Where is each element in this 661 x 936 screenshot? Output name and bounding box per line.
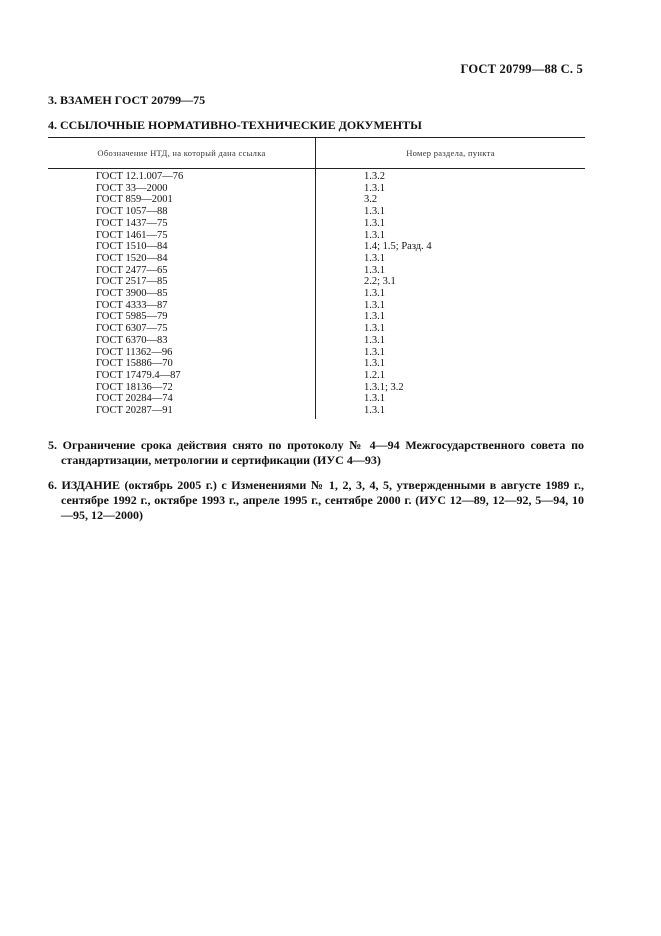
cell-document: ГОСТ 2517—85 [48, 276, 316, 288]
table-row [48, 265, 585, 277]
cell-section: 1.3.1 [364, 299, 385, 311]
cell-document: ГОСТ 3900—85 [48, 288, 316, 300]
cell-section: 1.3.2 [364, 171, 385, 182]
table-row [48, 347, 585, 359]
cell-document: ГОСТ 20287—91 [48, 405, 316, 419]
page-header-doc-ref: ГОСТ 20799—88 С. 5 [460, 62, 583, 76]
table-row [48, 311, 585, 323]
cell-section: 1.4; 1.5; Разд. 4 [364, 241, 432, 253]
table-row [48, 218, 585, 230]
section-6-edition [48, 478, 584, 523]
cell-document: ГОСТ 20284—74 [48, 393, 316, 405]
cell-section: 1.3.1 [364, 393, 385, 405]
section-3-replaces: 3. ВЗАМЕН ГОСТ 20799—75 [48, 93, 206, 107]
cell-document: ГОСТ 1520—84 [48, 253, 316, 265]
cell-document: ГОСТ 17479.4—87 [48, 370, 316, 382]
table-row [48, 300, 585, 312]
cell-document: ГОСТ 18136—72 [48, 382, 316, 394]
cell-section: 1.3.1 [364, 264, 385, 276]
cell-document: ГОСТ 1437—75 [48, 218, 316, 230]
cell-document: ГОСТ 33—2000 [48, 183, 316, 195]
table-row [48, 288, 585, 300]
cell-document: ГОСТ 2477—65 [48, 265, 316, 277]
cell-section: 1.3.1 [364, 405, 385, 417]
cell-document: ГОСТ 5985—79 [48, 311, 316, 323]
cell-section: 1.2.1 [364, 369, 385, 381]
table-row [48, 276, 585, 288]
table-header-row [48, 138, 585, 169]
cell-section: 1.3.1; 3.2 [364, 381, 404, 393]
cell-document: ГОСТ 6370—83 [48, 335, 316, 347]
table-row [48, 335, 585, 347]
section-4-title: 4. ССЫЛОЧНЫЕ НОРМАТИВНО-ТЕХНИЧЕСКИЕ ДОКУМЕНТЫ [48, 118, 422, 132]
table-row [48, 194, 585, 206]
table-body [48, 169, 585, 419]
table-row [48, 405, 585, 419]
cell-document: ГОСТ 1510—84 [48, 241, 316, 253]
table-row [48, 323, 585, 335]
cell-document: ГОСТ 859—2001 [48, 194, 316, 206]
cell-section: 1.3.1 [364, 334, 385, 346]
cell-section: 2.2; 3.1 [364, 276, 396, 288]
table-row [48, 183, 585, 195]
cell-section: 1.3.1 [364, 311, 385, 323]
table-row [48, 206, 585, 218]
cell-section: 1.3.1 [364, 206, 385, 218]
section-6-text: 6. ИЗДАНИЕ (октябрь 2005 г.) с Изменениями № 1, 2, 3, 4, 5, утвержденными в августе 1989 г., сентябре 1992 г., октябре 1993 г., апреле 1995 г., сентябре 2000 г. (ИУС 12—89, 12—92, 5—94, 10—95, 12—2000) [48, 478, 584, 522]
table-row [48, 370, 585, 382]
table-row [48, 382, 585, 394]
cell-section: 1.3.1 [364, 229, 385, 241]
cell-document: ГОСТ 11362—96 [48, 347, 316, 359]
table-row [48, 230, 585, 242]
section-5-text: 5. Ограничение срока действия снято по протоколу № 4—94 Межгосударственного совета по стандартизации, метрологии и сертификации (ИУС 4—93) [48, 438, 584, 467]
cell-document: ГОСТ 15886—70 [48, 358, 316, 370]
cell-section: 1.3.1 [364, 346, 385, 358]
reference-documents-table [48, 137, 585, 419]
cell-section: 1.3.1 [364, 358, 385, 370]
column-header-document: Обозначение НТД, на который дана ссылка [48, 138, 316, 169]
table-row [48, 253, 585, 265]
cell-document: ГОСТ 1461—75 [48, 230, 316, 242]
cell-section: 1.3.1 [364, 217, 385, 229]
table-row [48, 358, 585, 370]
cell-section: 1.3.1 [364, 288, 385, 300]
table-row [48, 241, 585, 253]
table-row [48, 393, 585, 405]
cell-document: ГОСТ 6307—75 [48, 323, 316, 335]
cell-section: 1.3.1 [364, 323, 385, 335]
cell-section: 3.2 [364, 194, 378, 206]
cell-document: ГОСТ 4333—87 [48, 300, 316, 312]
column-header-section: Номер раздела, пункта [316, 138, 586, 169]
table-row [48, 169, 585, 183]
cell-section: 1.3.1 [364, 182, 385, 194]
cell-document: ГОСТ 1057—88 [48, 206, 316, 218]
cell-section: 1.3.1 [364, 252, 385, 264]
cell-document: ГОСТ 12.1.007—76 [48, 169, 316, 183]
section-5-validity [48, 438, 584, 468]
